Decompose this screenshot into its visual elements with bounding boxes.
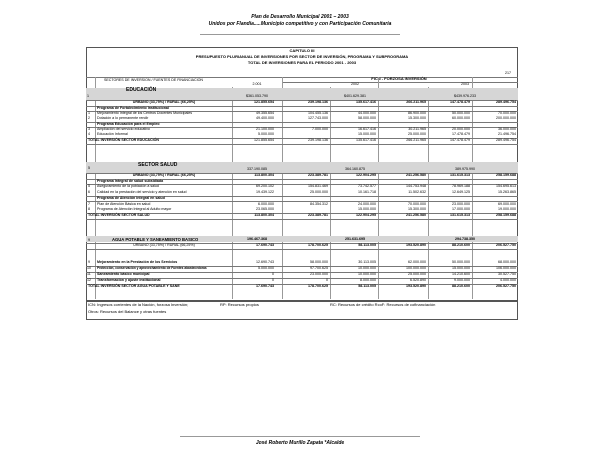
- row-label: Plan de Atención Básica en salud: [97, 202, 151, 206]
- note-icn: ICN: Ingresos corrientes de la Nación, forzosa Inversión;: [88, 302, 189, 307]
- cell: 4.000.000: [500, 278, 516, 282]
- cell: 223.389.781: [308, 173, 328, 177]
- cell: 50.000.000: [452, 111, 470, 115]
- row-number: 8: [88, 207, 90, 211]
- cell: 36.000.000: [498, 127, 516, 131]
- program-heading: Programa Integral de salud subsidiada: [97, 179, 164, 183]
- program-heading: Programa de Atención integral en salud: [97, 196, 165, 200]
- cell: 30.527.750: [498, 272, 516, 276]
- total-row-label: TOTAL INVERSIÓN SECTOR SALUD: [88, 213, 150, 217]
- cell: 19.439.122: [256, 190, 274, 194]
- cell: 206.527.750: [496, 284, 516, 288]
- row-number: 9: [88, 238, 90, 242]
- agua-total-2002: 251.631.695: [345, 237, 365, 241]
- divider: [86, 249, 518, 250]
- cell: 88.210.600: [452, 243, 470, 247]
- cell: 113.800.304: [254, 213, 274, 217]
- row-number: 5: [88, 184, 90, 188]
- cell: 178.700.625: [308, 284, 328, 288]
- cell: 223.389.781: [308, 213, 328, 217]
- cell: 193.520.890: [406, 284, 426, 288]
- cell: 147.478.479: [450, 100, 470, 104]
- salud-total-2003: 389.975.990: [455, 167, 475, 171]
- cell: 8.000.000: [360, 278, 376, 282]
- cell: 49.355.654: [256, 111, 274, 115]
- cell: 15.300.000: [408, 207, 426, 211]
- cell: 14.210.600: [452, 272, 470, 276]
- cell: 16.617.416: [358, 127, 376, 131]
- cell: 25.000.000: [310, 190, 328, 194]
- cell: 7.000.000: [312, 127, 328, 131]
- cell: 44.000.000: [358, 111, 376, 115]
- cell: 0: [326, 278, 328, 282]
- cell: 289.496.754: [496, 138, 516, 142]
- cell: 23.000.000: [310, 272, 328, 276]
- cell: 113.800.304: [254, 173, 274, 177]
- salud-total-2001: 337.190.085: [247, 167, 267, 171]
- chapter-label: CAPITULO III: [289, 48, 315, 53]
- cell: 135.617.416: [356, 138, 376, 142]
- cell: 25.000.000: [408, 272, 426, 276]
- cell: 78.969.188: [452, 184, 470, 188]
- cell: 23.000.000: [452, 202, 470, 206]
- cell: 147.478.479: [450, 138, 470, 142]
- row-label: Programa de Atención Integral al Adulto mayor: [97, 207, 172, 211]
- cell: 100.000.000: [406, 266, 426, 270]
- cell: 30.211.965: [408, 127, 426, 131]
- row-label: Calidad en la prestación del servicio y atención en salud: [97, 190, 187, 194]
- col-year-2002: 2002: [351, 82, 359, 86]
- cell: 58.113.005: [358, 284, 376, 288]
- cell: 241.256.580: [406, 173, 426, 177]
- cell: 154.695.613: [496, 184, 516, 188]
- cell: 131.615.313: [450, 213, 470, 217]
- cell: 21.496.754: [498, 132, 516, 136]
- cell: 0: [272, 272, 274, 276]
- cell: 17.690.743: [256, 284, 274, 288]
- row-number: 11: [87, 272, 91, 276]
- cell: 6.520.890: [410, 278, 426, 282]
- cell: 30.113.005: [358, 260, 376, 264]
- cell: 10.000.000: [358, 272, 376, 276]
- cell: 88.210.600: [452, 284, 470, 288]
- cell: 127.743.000: [308, 116, 328, 120]
- plan-title: Plan de Desarrollo Municipal 2001 – 2003: [251, 14, 349, 20]
- row-label: Ampliación del servicio educativo: [97, 127, 150, 131]
- salud-total-2002: 364.160.875: [345, 167, 365, 171]
- row-number: 9: [88, 260, 90, 264]
- cell: 104.455.136: [308, 111, 328, 115]
- cell: 62.000.000: [408, 260, 426, 264]
- cell: 241.256.580: [406, 213, 426, 217]
- section-title-salud: SECTOR SALUD: [138, 162, 178, 168]
- col-header-ficn: FICN - FORZOSA INVERSIÓN: [371, 76, 427, 81]
- program-heading: Programa Educación para el Empleo: [97, 122, 160, 126]
- cell: 200.000.000: [496, 116, 516, 120]
- row-number: 12: [87, 278, 91, 282]
- row-number: 1: [88, 111, 90, 115]
- row-label: Aseguramiento de la población a salud: [97, 184, 159, 188]
- cell: 20.000.000: [452, 127, 470, 131]
- col-year-2001: 2.001: [252, 82, 262, 86]
- urbano-label: URBANO (33,75%) / RURAL (66,25%): [132, 100, 196, 104]
- cell: 239.198.136: [308, 100, 328, 104]
- cell: 21.100.000: [256, 127, 274, 131]
- row-label: Protección, conservación y aprovechamiento de Fuentes abastecedoras: [97, 266, 207, 270]
- cell: 12.690.743: [256, 260, 274, 264]
- row-label: Educación Informal: [97, 132, 128, 136]
- section-title-educacion: EDUCACIÓN: [126, 87, 157, 93]
- note-rc: RC: Recursos de crédito RcoF: Recursos de cofinanciación: [330, 302, 436, 307]
- note-rp: RP: Recursos propios: [220, 302, 259, 307]
- cell: 70.000.000: [498, 111, 516, 115]
- cell: 9.000.000: [454, 278, 470, 282]
- col-year-2003: 2003: [461, 82, 469, 86]
- divider: [86, 219, 518, 220]
- cell: 12.649.125: [452, 190, 470, 194]
- signature: José Roberto Murillo Zapata *Alcalde: [255, 440, 345, 446]
- footer-rule: [180, 436, 420, 437]
- note-otros: Otros: Recursos del Balance y otras fuentes: [88, 309, 167, 314]
- cell: 24.000.000: [358, 202, 376, 206]
- total-row-label: TOTAL INVERSIÓN SECTOR AGUA POTABLE Y SANE: [88, 284, 180, 288]
- cell: 135.617.416: [356, 100, 376, 104]
- corner-code: 217: [505, 71, 511, 75]
- cell: 10.161.718: [358, 190, 376, 194]
- agua-total-2003: 294.738.350: [455, 237, 475, 241]
- row-number: 5: [88, 166, 90, 170]
- header-rule: [200, 34, 400, 35]
- col-header-sectors: SECTORES DE INVERSION / FUENTES DE FINANCIACION: [104, 78, 203, 82]
- cell: 206.527.750: [496, 243, 516, 247]
- cell: 15.300.000: [408, 116, 426, 120]
- cell: 289.496.754: [496, 100, 516, 104]
- educacion-total-2001: $361.053.790: [246, 94, 268, 98]
- cell: 19.000.000: [498, 207, 516, 211]
- row-number: 6: [88, 190, 90, 194]
- cell: 121.855.654: [254, 100, 274, 104]
- educacion-total-2002: $401.629.381: [344, 94, 366, 98]
- cell: 69.000.000: [498, 202, 516, 206]
- row-number: 10: [87, 266, 91, 270]
- plan-slogan: Unidos por Flandia.....Municipio competitivo y con Participación Comunitaria: [208, 21, 392, 27]
- divider: [86, 144, 518, 145]
- row-number: 1: [87, 94, 89, 98]
- row-label: Dotación a lo permanente rendir: [97, 116, 149, 120]
- cell: 144.753.948: [406, 184, 426, 188]
- urbano-label: URBANO (33,75%) / RURAL (66,25%): [132, 173, 196, 177]
- cell: 17.690.743: [256, 243, 274, 247]
- cell: 122.904.295: [356, 213, 376, 217]
- row-number: 4: [88, 132, 90, 136]
- table-title: PRESUPUESTO PLURIANUAL DE INVERSIONES POR SECTOR DE INVERSIÓN, PROGRAMA Y SUBPROGRAMA: [195, 54, 409, 59]
- cell: 258.159.688: [496, 173, 516, 177]
- cell: 6.000.000: [258, 202, 274, 206]
- cell: 84.354.312: [310, 202, 328, 206]
- cell: 58.000.000: [358, 116, 376, 120]
- cell: 97.700.625: [310, 266, 328, 270]
- cell: 11.502.632: [408, 190, 426, 194]
- cell: 15.263.865: [498, 190, 516, 194]
- row-label: Mejoramiento en la Prestación de los Servicios: [97, 260, 178, 264]
- cell: 131.615.313: [450, 173, 470, 177]
- total-row-label: TOTAL INVERSIÓN SECTOR EDUCACIÓN: [88, 138, 160, 142]
- urbano-label: URBANO (33,75%) / RURAL (66,25%): [133, 243, 195, 247]
- cell: 17.478.479: [452, 132, 470, 136]
- cell: 266.211.965: [406, 138, 426, 142]
- cell: 0: [272, 278, 274, 282]
- cell: 15.000.000: [358, 132, 376, 136]
- cell: 60.000.000: [452, 116, 470, 120]
- cell: 10.000.000: [358, 266, 376, 270]
- table-subtitle: TOTAL DE INVERSIONES PARA EL PERIODO 2001 - 2003: [247, 60, 357, 65]
- educacion-total-2003: $439.976.233: [454, 94, 476, 98]
- cell: 23.065.000: [256, 207, 274, 211]
- row-number: 3: [88, 127, 90, 131]
- cell: 193.520.890: [406, 243, 426, 247]
- cell: 50.000.000: [452, 260, 470, 264]
- cell: 17.000.000: [452, 207, 470, 211]
- cell: 122.904.295: [356, 173, 376, 177]
- row-number: 2: [88, 116, 90, 120]
- row-label: Transformación y ajuste institucional: [97, 278, 161, 282]
- cell: 86.900.000: [408, 111, 426, 115]
- cell: 15.000.000: [452, 266, 470, 270]
- cell: 69.200.102: [256, 184, 274, 188]
- cell: 121.855.654: [254, 138, 274, 142]
- cell: 178.700.625: [308, 243, 328, 247]
- cell: 58.113.005: [358, 243, 376, 247]
- cell: 49.400.000: [256, 116, 274, 120]
- program-heading: Programa de Fortalecimiento Institucional: [97, 106, 169, 110]
- cell: 73.742.577: [358, 184, 376, 188]
- cell: 68.000.000: [498, 260, 516, 264]
- row-label: Saneamiento básico municipal: [97, 272, 150, 276]
- cell: 15.000.000: [358, 207, 376, 211]
- cell: 5.000.000: [258, 266, 274, 270]
- cell: 25.000.000: [408, 132, 426, 136]
- cell: 58.000.000: [310, 260, 328, 264]
- agua-total-2001: 196.467.368: [247, 237, 267, 241]
- cell: 106.000.000: [496, 266, 516, 270]
- row-number: 7: [88, 202, 90, 206]
- cell: 258.159.688: [496, 213, 516, 217]
- cell: 266.211.965: [406, 100, 426, 104]
- section-title-agua: AGUA POTABLE Y SANEAMIENTO BASICO: [112, 237, 199, 242]
- cell: 5.000.000: [258, 132, 274, 136]
- row-label: Mejoramiento Integral de los Centros Docentes Municipales: [97, 111, 193, 115]
- cell: 154.831.469: [308, 184, 328, 188]
- cell: 239.198.136: [308, 138, 328, 142]
- cell: 70.000.000: [408, 202, 426, 206]
